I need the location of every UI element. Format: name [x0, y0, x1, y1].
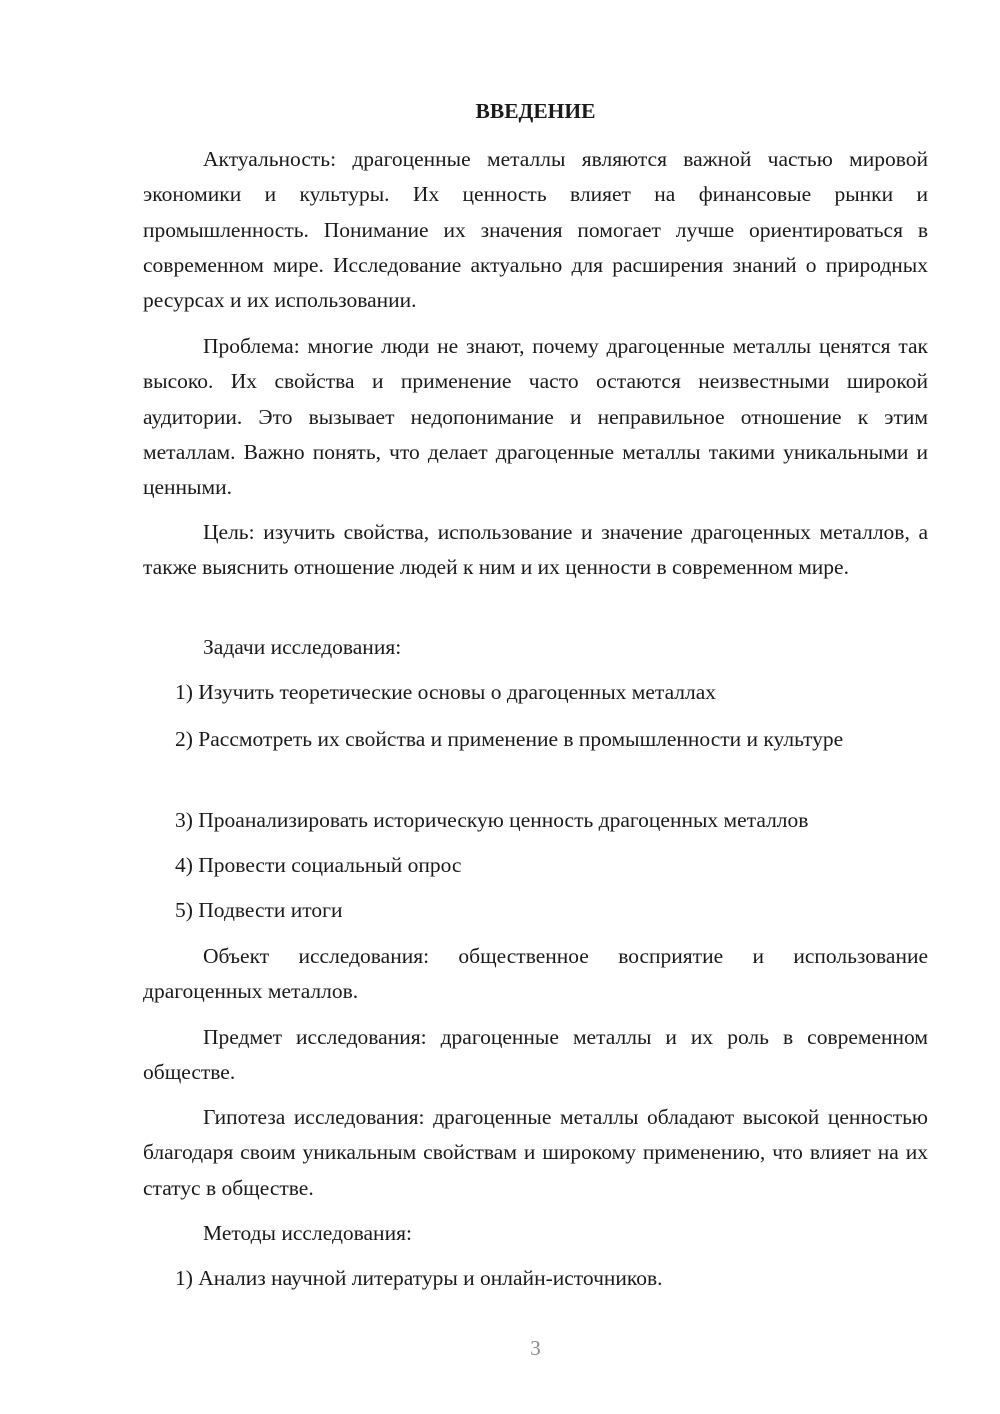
- task-item: 1) Изучить теоретические основы о драгоценных металлах: [175, 680, 717, 704]
- subject-paragraph: Предмет исследования: драгоценные металлы и их роль в современном обществе.: [143, 1025, 928, 1085]
- hypothesis-paragraph: Гипотеза исследования: драгоценные металлы обладают высокой ценностью благодаря своим уникальным свойствам и широкому применению, что влияет на их статус в обществе.: [143, 1105, 928, 1200]
- tasks-heading: Задачи исследования:: [203, 635, 402, 659]
- task-item: 5) Подвести итоги: [175, 898, 343, 922]
- object-paragraph: Объект исследования: общественное восприятие и использование драгоценных металлов.: [143, 944, 928, 1004]
- method-item: 1) Анализ научной литературы и онлайн-источников.: [175, 1266, 663, 1290]
- relevance-paragraph: Актуальность: драгоценные металлы являются важной частью мировой экономики и культуры. Их ценность влияет на финансовые рынки и промышленность. Понимание их значения помогает лучше ориентироваться в современном мире. Исследование актуально для расширения знаний о природных ресурсах и их использовании.: [143, 147, 928, 313]
- section-title: ВВЕДЕНИЕ: [475, 99, 596, 123]
- task-item: 2) Рассмотреть их свойства и применение в промышленности и культуре: [175, 727, 844, 751]
- task-item: 3) Проанализировать историческую ценность драгоценных металлов: [175, 808, 809, 832]
- goal-paragraph: Цель: изучить свойства, использование и значение драгоценных металлов, а также выяснить отношение людей к ним и их ценности в современном мире.: [143, 520, 928, 580]
- task-item: 4) Провести социальный опрос: [175, 853, 462, 877]
- methods-heading: Методы исследования:: [203, 1221, 412, 1245]
- page-number: 3: [530, 1336, 541, 1360]
- problem-paragraph: Проблема: многие люди не знают, почему драгоценные металлы ценятся так высоко. Их свойства и применение часто остаются неизвестными широкой аудитории. Это вызывает недопонимание и неправильное отношение к этим металлам. Важно понять, что делает драгоценные металлы такими уникальными и ценными.: [143, 334, 928, 500]
